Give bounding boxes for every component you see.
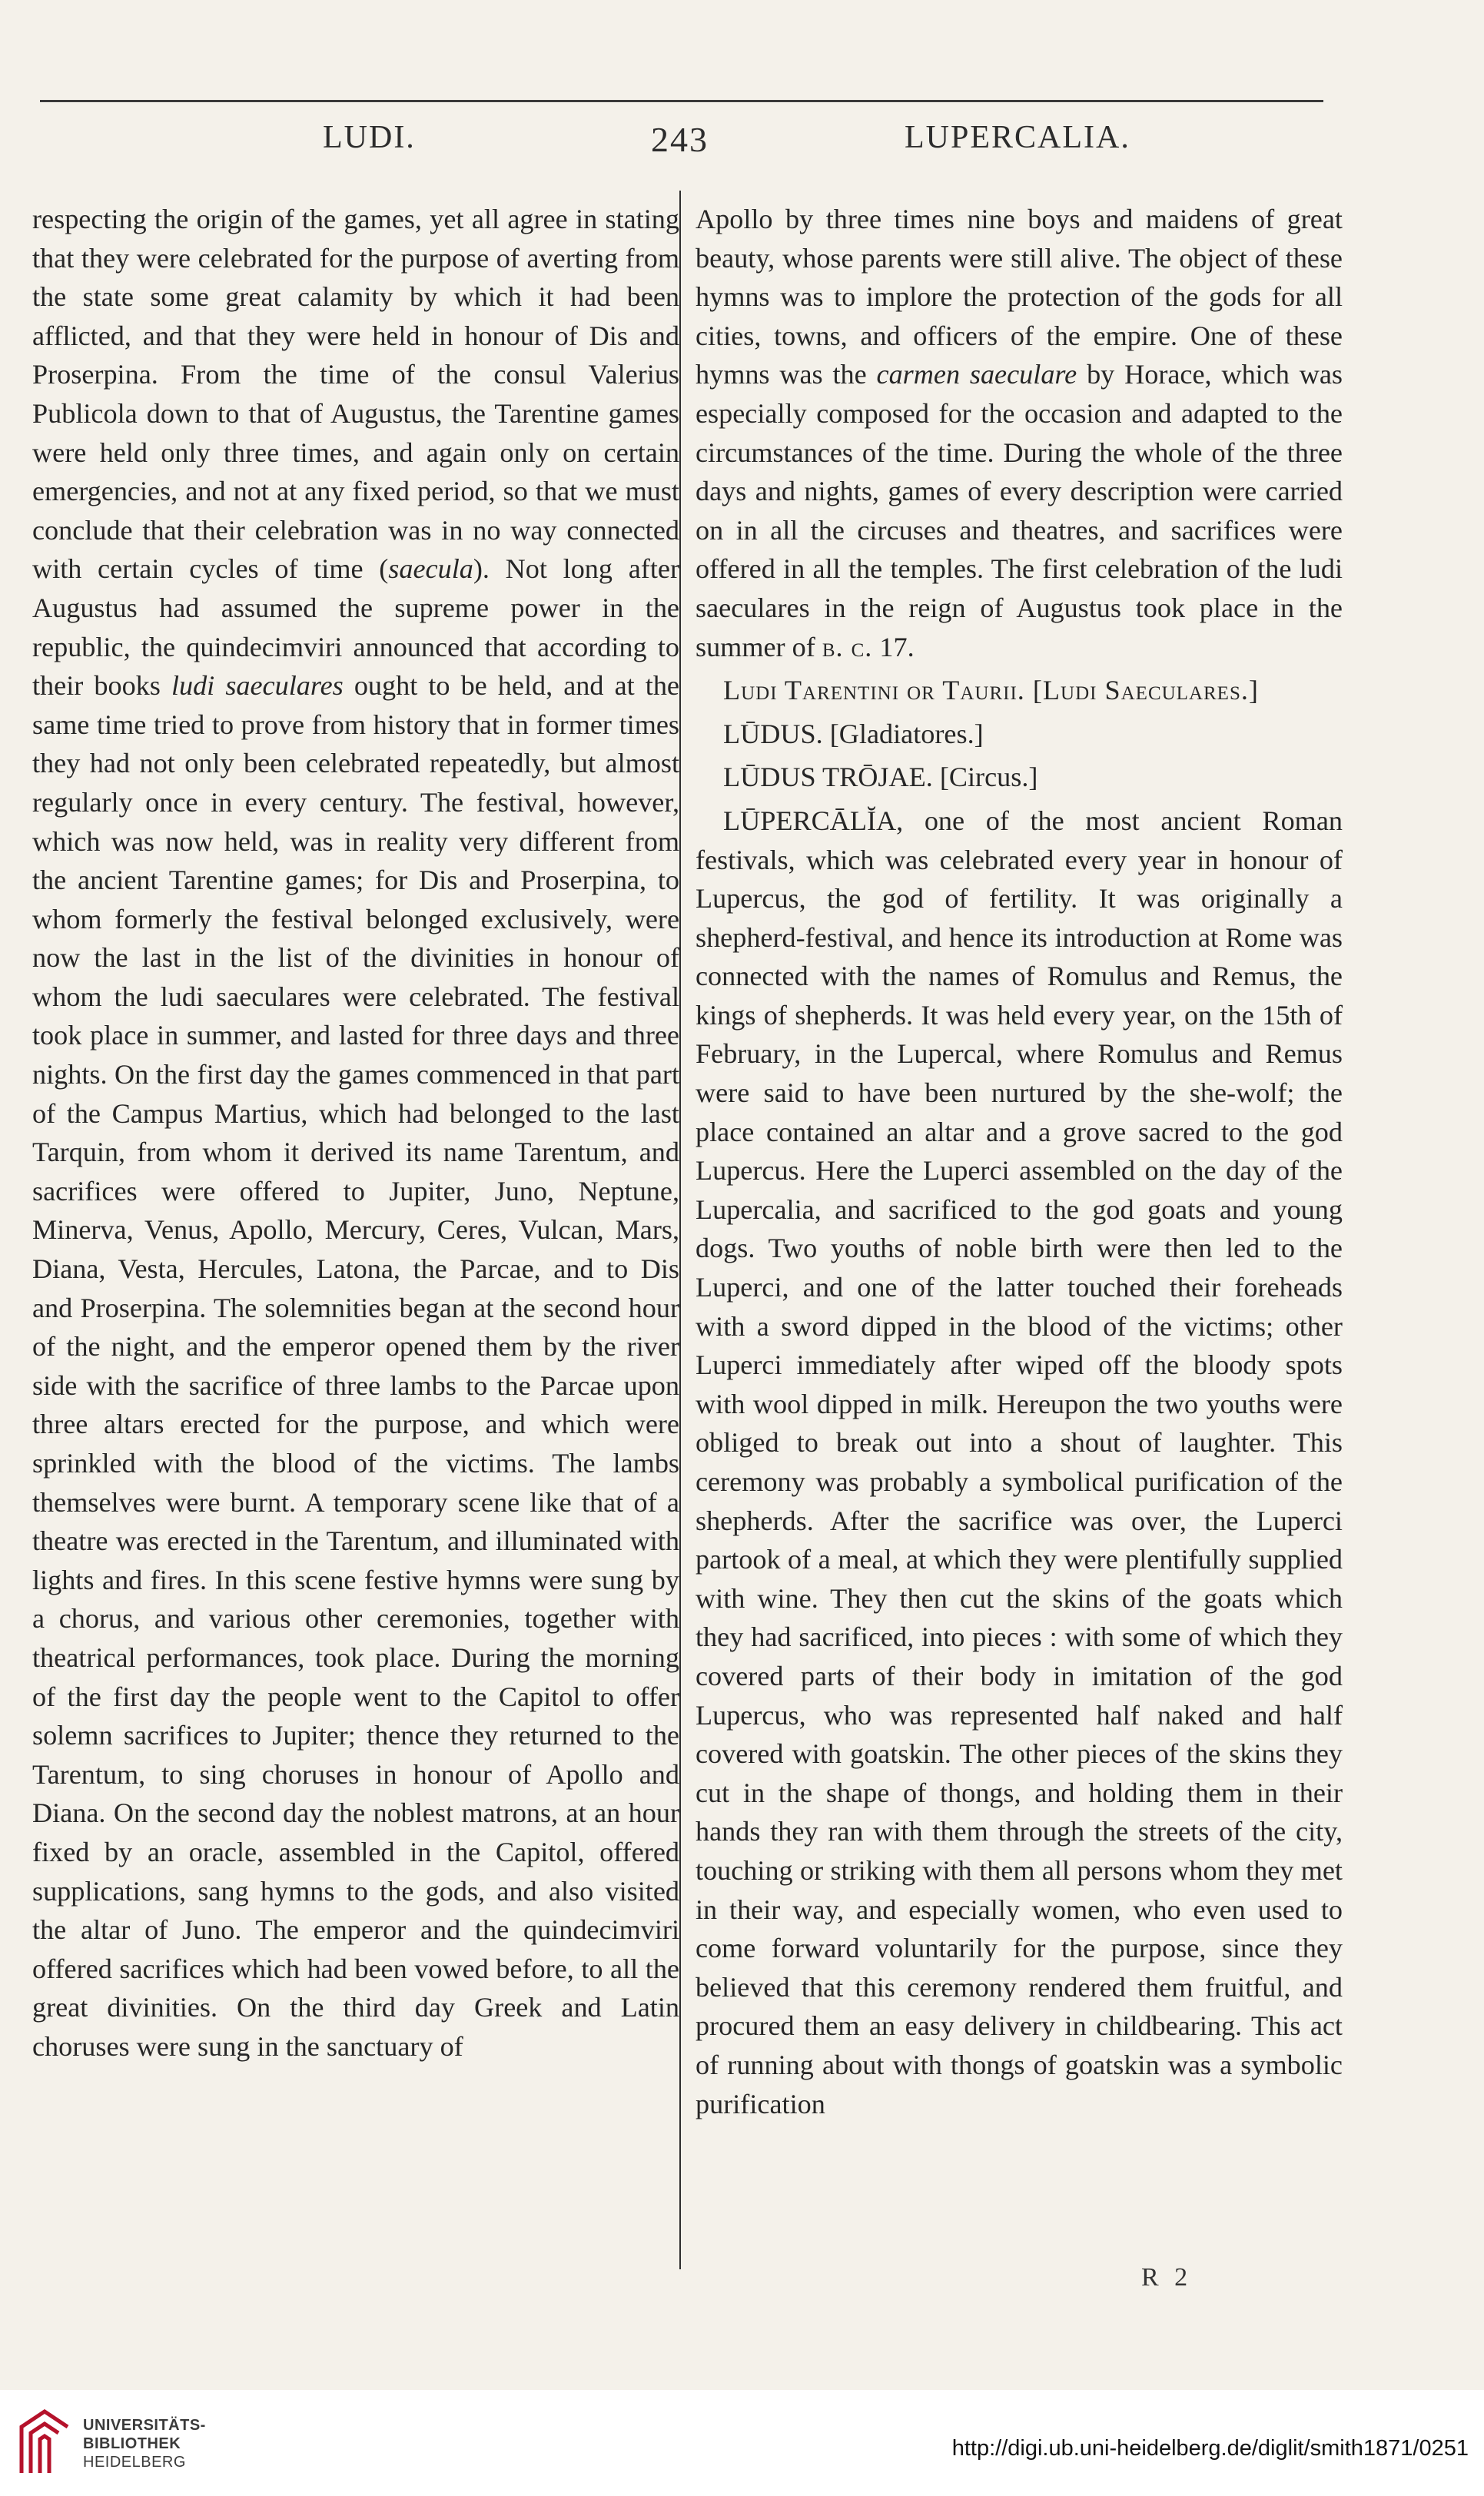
footer <box>0 2390 1484 2496</box>
column-divider <box>679 191 681 2269</box>
entry-ludus-trojae: LŪDUS TRŌJAE. [Circus.] <box>723 762 1038 793</box>
entry-ludi-tarentini: Ludi Tarentini or Taurii. [Ludi Saeculares.] <box>723 675 1259 706</box>
logo-line-1: UNIVERSITÄTS- <box>83 2417 206 2434</box>
logo-line-3: HEIDELBERG <box>83 2454 186 2471</box>
logo-line-2: BIBLIOTHEK <box>83 2435 181 2452</box>
right-column <box>696 200 1343 2275</box>
entry-ludus: LŪDUS. [Gladiatores.] <box>723 718 984 749</box>
signature-mark: R 2 <box>1141 2263 1193 2292</box>
right-column-paragraph: Apollo by three times nine boys and maidens of great beauty, whose parents were still alive. The object of these hymns was to implore the protection of the gods for all cities, towns, and officers of the empire. One of these hymns was the carmen saeculare by Horace, which was especially composed for the occasion and adapted to the circumstances of the time. During the whole of the three days and nights, games of every description were carried on in all the circuses and theatres, and sacrifices were offered in all the temples. The first celebration of the ludi saeculares in the reign of Augustus took place in the summer of b. c. 17. <box>696 204 1343 662</box>
left-column <box>32 200 679 2275</box>
library-logo-icon <box>14 2404 75 2481</box>
left-column-paragraph: respecting the origin of the games, yet all agree in stating that they were celebrated for the purpose of averting from the state some great calamity by which it had been afflicted, and that they were held in honour of Dis and Proserpina. From the time of the consul Valerius Publicola down to that of Augustus, the Tarentine games were held only three times, and again only on certain emergencies, and not at any fixed period, so that we must conclude that their celebration was in no way connected with certain cycles of time (saecula). Not long after Augustus had assumed the supreme power in the republic, the quindecimviri announced that according to their books ludi saeculares ought to be held, and at the same time tried to prove from history that in former times they had not only been celebrated repeatedly, but almost regularly once in every century. The festival, however, which was now held, was in reality very different from the ancient Tarentine games; for Dis and Proserpina, to whom formerly the festival belonged exclusively, were now the last in the list of the divinities in honour of whom the ludi saeculares were celebrated. The festival took place in summer, and lasted for three days and three nights. On the first day the games commenced in that part of the Campus Martius, which had belonged to the last Tarquin, from whom it derived its name Tarentum, and sacrifices were offered to Jupiter, Juno, Neptune, Minerva, Venus, Apollo, Mercury, Ceres, Vulcan, Mars, Diana, Vesta, Hercules, Latona, the Parcae, and to Dis and Proserpina. The solemnities began at the second hour of the night, and the emperor opened them by the river side with the sacrifice of three lambs to the Parcae upon three altars erected for the purpose, and which were sprinkled with the blood of the victims. The lambs themselves were burnt. A temporary scene like that of a theatre was erected in the Tarentum, and illuminated with lights and fires. In this scene festive hymns were sung by a chorus, and various other ceremonies, together with theatrical performances, took place. During the morning of the first day the people went to the Capitol to offer solemn sacrifices to Jupiter; thence they returned to the Tarentum, to sing choruses in honour of Apollo and Diana. On the second day the noblest matrons, at an hour fixed by an oracle, assembled in the Capitol, offered supplications, sang hymns to the gods, and also visited the altar of Juno. The emperor and the quindecimviri offered sacrifices which had been vowed before, to all the great divinities. On the third day Greek and Latin choruses were sung in the sanctuary of <box>32 204 679 2062</box>
source-url[interactable]: http://digi.ub.uni-heidelberg.de/diglit/smith1871/0251 <box>951 2436 1469 2461</box>
entry-lupercalia: LŪPERCĀLĬA, one of the most ancient Roman festivals, which was celebrated every year in honour of Lupercus, the god of fertility. It was originally a shepherd-festival, and hence its introduction at Rome was connected with the names of Romulus and Remus, the kings of shepherds. It was held every year, on the 15th of February, in the Lupercal, where Romulus and Remus were said to have been nurtured by the she-wolf; the place contained an altar and a grove sacred to the god Lupercus. Here the Luperci assembled on the day of the Lupercalia, and sacrificed to the god goats and young dogs. Two youths of noble birth were then led to the Luperci, and one of the latter touched their foreheads with a sword dipped in the blood of the victims; other Luperci immediately after wiped off the bloody spots with wool dipped in milk. Hereupon the two youths were obliged to break out into a shout of laughter. This ceremony was probably a symbolical purification of the shepherds. After the sacrifice was over, the Luperci partook of a meal, at which they were plentifully supplied with wine. They then cut the skins of the goats which they had sacrificed, into pieces : with some of which they covered parts of their body in imitation of the god Lupercus, who was represented half naked and half covered with goatskin. The other pieces of the skins they cut in the shape of thongs, and holding them in their hands they ran with them through the streets of the city, touching or striking with them all persons whom they met in their way, and especially women, who even used to come forward voluntarily for the purpose, since they believed that this ceremony rendered them fruitful, and procured them an easy delivery in childbearing. This act of running about with thongs of goatskin was a symbolic purification <box>696 805 1343 2119</box>
library-logo-text <box>83 2416 206 2471</box>
header-left-title: LUDI. <box>323 120 416 155</box>
header-right-title: LUPERCALIA. <box>905 120 1130 155</box>
page-number: 243 <box>651 120 709 159</box>
header-rule <box>40 100 1323 102</box>
running-header <box>40 119 1323 165</box>
